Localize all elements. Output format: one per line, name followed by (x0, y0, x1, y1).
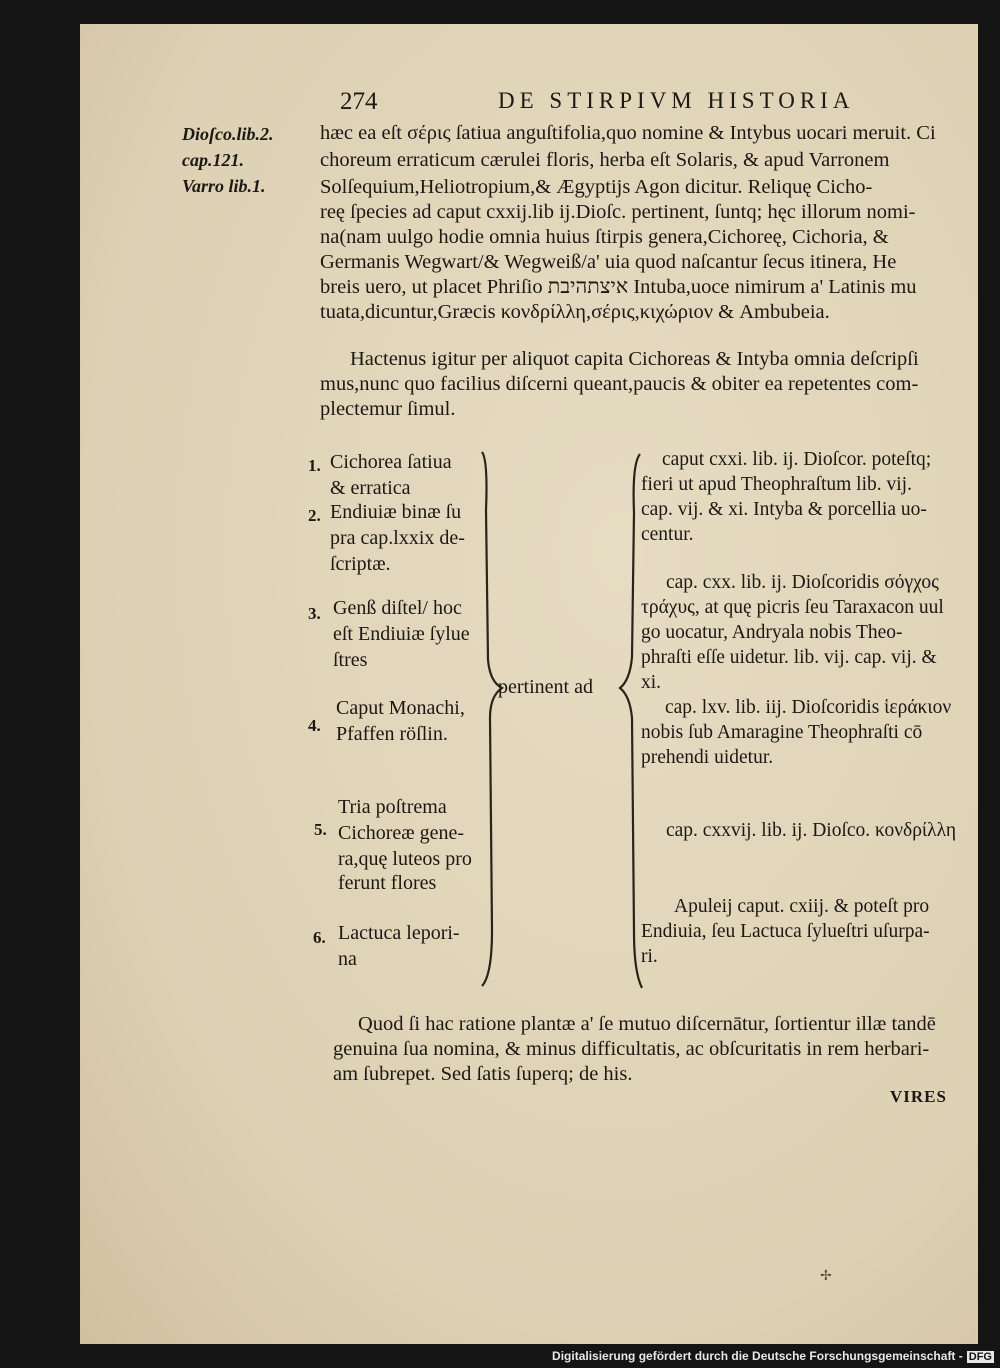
item-number: 3. (308, 604, 321, 623)
left-brace (478, 450, 506, 990)
text-line: hæc ea eſt σέρις ſatiua anguſtifolia,quo nomine & Intybus uocari meruit. Ci (320, 122, 936, 144)
item-number: 1. (308, 456, 321, 475)
table-left-line: ra,quę luteos pro (338, 848, 472, 870)
table-left-line: ſcriptæ. (330, 553, 391, 575)
table-left-line: Tria poſtrema (338, 796, 447, 818)
table-left-line: Cichorea ſatiua (330, 451, 452, 473)
text-line: am ſubrepet. Sed ſatis ſuperq; de his. (333, 1063, 633, 1085)
table-right-line: cap. lxv. lib. iij. Dioſcoridis ἱεράκιον (665, 697, 952, 718)
table-left-line: Cichoreæ gene- (338, 822, 465, 844)
text-line: choreum erraticum cærulei floris, herba eſt Solaris, & apud Varronem (320, 149, 890, 171)
table-left-line: ferunt flores (338, 872, 437, 894)
text-line: plectemur ſimul. (320, 398, 456, 420)
table-left-line: eſt Endiuiæ ſylue (333, 623, 470, 645)
table-right-line: cap. cxx. lib. ij. Dioſcoridis σόγχος (666, 572, 939, 593)
table-left-line: Lactuca lepori- (338, 922, 460, 944)
page-number: 274 (340, 88, 378, 115)
item-number: 5. (314, 820, 327, 839)
table-left-line: Caput Monachi, (336, 697, 465, 719)
pertinent-ad-label: pertinent ad (498, 676, 593, 698)
table-left-line: & erratica (330, 477, 411, 499)
table-left-line: ſtres (333, 649, 368, 671)
catchword: VIRES (890, 1087, 947, 1106)
text-line: Quod ſi hac ratione plantæ a' ſe mutuo diſcernātur, ſortientur illæ tandē (358, 1013, 936, 1035)
table-right-line: phraſti eſſe uidetur. lib. vij. cap. vij. & (641, 647, 937, 668)
table-left-line: Endiuiæ binæ ſu (330, 501, 462, 523)
text-line: Solſequium,Heliotropium,& Ægyptijs Agon dicitur. Reliquę Cicho- (320, 176, 873, 198)
table-right-line: Endiuia, ſeu Lactuca ſylueſtri uſurpa- (641, 921, 930, 942)
item-number: 6. (313, 928, 326, 947)
text-line: tuata,dicuntur,Græcis κονδρίλλη,σέρις,κιχώριον & Ambubeia. (320, 301, 830, 323)
table-right-line: caput cxxi. lib. ij. Dioſcor. poteſtq; (662, 449, 932, 470)
table-left-line: pra cap.lxxix de- (330, 527, 465, 549)
digitization-footer (552, 1349, 994, 1363)
table-right-line: cap. vij. & xi. Intyba & porcellia uo- (641, 499, 927, 520)
dfg-logo: DFG (968, 1351, 992, 1363)
text-line: genuina ſua nomina, & minus difficultatis, ac obſcuritatis in rem herbari- (333, 1038, 930, 1060)
table-right-line: cap. cxxvij. lib. ij. Dioſco. κονδρίλλη (666, 820, 957, 841)
item-number: 2. (308, 506, 321, 525)
margin-note: Dioſco.lib.2. (182, 124, 274, 144)
ink-smudge: ✢ (820, 1269, 832, 1284)
text-line: mus,nunc quo facilius diſcerni queant,paucis & obiter ea repetentes com- (320, 373, 919, 395)
running-head: DE STIRPIVM HISTORIA (498, 88, 855, 113)
text-line: breis uero, ut placet Phriſio איצתהיבת Intuba,uoce nimirum a' Latinis mu (320, 276, 917, 298)
table-left-line: Genß diſtel/ hoc (333, 597, 462, 619)
table-right-line: fieri ut apud Theophraſtum lib. vij. (641, 474, 912, 495)
table-left-line: Pfaffen röſlin. (336, 723, 448, 745)
table-right-line: ri. (641, 946, 658, 967)
table-right-line: nobis ſub Amaragine Theophraſti cō (641, 722, 923, 743)
text-line: Germanis Wegwart/& Wegweiß/a' uia quod naſcantur ſecus itinera, He (320, 251, 897, 273)
table-right-line: Apuleij caput. cxiij. & poteſt pro (674, 896, 930, 917)
text-line: na(nam uulgo hodie omnia huius ſtirpis genera,Cichoreę, Cichoria, & (320, 226, 889, 248)
table-right-line: prehendi uidetur. (641, 747, 774, 768)
table-left-line: na (338, 948, 357, 970)
table-right-line: xi. (641, 672, 662, 693)
table-right-line: centur. (641, 524, 694, 545)
margin-note: cap.121. (182, 150, 244, 170)
table-right-line: τράχυς, at quę picris ſeu Taraxacon uul (641, 597, 944, 618)
footer-text: Digitalisierung gefördert durch die Deutsche Forschungsgemeinschaft - (552, 1349, 963, 1363)
text-line: reę ſpecies ad caput cxxij.lib ij.Dioſc. pertinent, ſuntq; hęc illorum nomi- (320, 201, 916, 223)
text-line: Hactenus igitur per aliquot capita Cichoreas & Intyba omnia deſcripſi (350, 348, 919, 370)
table-right-line: go uocatur, Andryala nobis Theo- (641, 622, 903, 643)
margin-note: Varro lib.1. (182, 176, 266, 196)
item-number: 4. (308, 716, 321, 735)
